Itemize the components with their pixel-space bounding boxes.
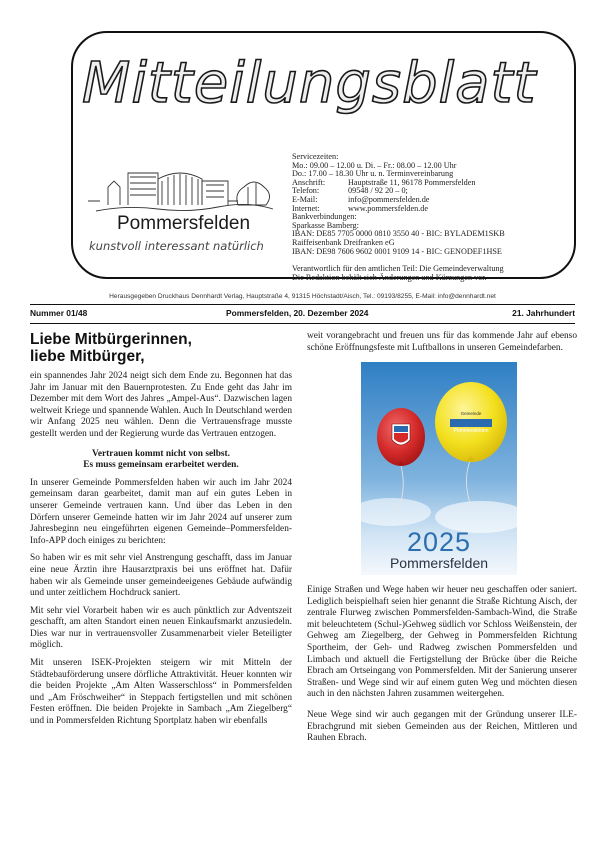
bank-heading: Bankverbindungen: (292, 212, 357, 222)
paragraph: Einige Straßen und Wege haben wir heuer neu geschaffen oder saniert. Lediglich beispielhaft seien hier genannt die Straße Richtung Aisch, der zentrale Flurweg zwischen Pommersfelden-Sambach-Wind, die Straße mit beleuchtetem (Schul-)Gehweg südlich vor Schloss Weißenstein, der Gehweg am Ziegelberg, der Gehweg in Pommersfelden Richtung Sportheim, der Geh- und Radweg zwischen Pommersfelden und Limbach und aktuell die Fertigstellung der Brücke über die Reiche Ebrach am Ortseingang von Pommersfelden. Mit der Sanierung unserer Straßen- und Wege sind wir auf einem guten Weg und möchten diesen auch in den nächsten Jahren zusammen weitergehen. (307, 585, 577, 700)
service-hours-1: Mo.: 09.00 – 12.00 u. Di. – Fr.: 08.00 – 12.00 Uhr (292, 160, 457, 170)
issue-century: 21. Jahrhundert (512, 308, 575, 318)
divider-top (30, 304, 575, 305)
bank-line-1: Sparkasse Bamberg: (292, 220, 359, 230)
masthead-title: Mitteilungsblatt (82, 51, 537, 116)
responsibility-line-1: Verantwortlich für den amtlichen Teil: Die Gemeindeverwaltung (292, 264, 504, 273)
article-column-right-top (307, 331, 577, 360)
balloon-poster-image (361, 362, 517, 575)
publisher-line: Herausgegeben Druckhaus Dennhardt Verlag, Hauptstraße 4, 91315 Höchstadt/Aisch, Tel.: 09193/8255, E-Mail: info@dennhardt.net (109, 293, 496, 300)
contact-address: Anschrift: Hauptstraße 11, 96178 Pommersfelden (292, 177, 476, 187)
town-motto: kunstvoll interessant natürlich (89, 239, 264, 253)
article-column-left (30, 371, 292, 734)
quote (30, 449, 292, 472)
contact-phone: Telefon: 09548 / 92 20 – 0; (292, 186, 408, 196)
poster-year: 2025 (406, 527, 472, 557)
contact-email[interactable]: E-Mail: info@pommersfelden.de (292, 194, 430, 204)
responsibility-note (292, 265, 572, 282)
responsibility-line-2: Die Redaktion behält sich Änderungen und Kürzungen vor. (292, 272, 487, 282)
bank-line-3: Raiffeisenbank Dreifranken eG (292, 237, 395, 247)
quote-line-2: Es muss gemeinsam erarbeitet werden. (83, 460, 239, 471)
service-heading: Servicezeiten: (292, 152, 339, 161)
contact-website[interactable]: Internet: www.pommersfelden.de (292, 203, 428, 213)
yellow-balloon-label: Pommersfelden (453, 428, 489, 434)
paragraph: Mit unseren ISEK-Projekten steigern wir mit Mitteln der Städtebauförderung unsere dörfliche Attraktivität. Heuer konnten wir die beiden Projekte „Am Alten Wasserschloss“ in Pommersfelden und „Am Fröschweiher“ in Steppach fertigstellen und mit schönen Festen eröffnen. Die beiden Projekte in Sambach „Am Ziegelberg“ und in Pommersfelden Richtung Sportplatz haben wir ebenfalls (30, 658, 292, 727)
headline-line-1: Liebe Mitbürgerinnen, (30, 331, 192, 348)
paragraph: In unserer Gemeinde Pommersfelden haben wir auch im Jahr 2024 gemeinsam daran gearbeitet, damit man auf ein gutes Leben in unserer Gemeinde vertrauen kann. Und über das Leben in den Dörfern unserer Gemeinde hatten wir im Jahr 2024 auf unserer zum Jahresbeginn neu eingeführten eigenen Gemeinde–Pommersfelden-Info-APP doch einiges zu berichten: (30, 477, 292, 546)
service-info (292, 153, 572, 256)
issue-place-date: Pommersfelden, 20. Dezember 2024 (226, 308, 369, 318)
paragraph: So haben wir es mit sehr viel Anstrengung geschafft, dass im Januar eine neue Ärztin ihre Hausarztpraxis bei uns eröffnet hat. Dafür haben wir als Gemeinde unser gemeindeeigenes Gebäude aufwändig und unter zeitlichem Hochdruck saniert. (30, 553, 292, 599)
yellow-balloon-banner (450, 419, 492, 427)
bank-line-4: IBAN: DE98 7606 9602 0001 9109 14 - BIC: GENODEF1HSE (292, 246, 502, 256)
article-column-right-bottom (307, 585, 577, 754)
paragraph: Neue Wege sind wir auch gegangen mit der Gründung unserer ILE-Ebrachgrund mit sieben Gemeinden aus der Reichen, Mittleren und Rauhen Ebrach. (307, 709, 577, 744)
town-name: Pommersfelden (117, 213, 251, 234)
yellow-balloon-label-small: Gemeinde (460, 411, 482, 416)
headline-line-2: liebe Mitbürger, (30, 348, 145, 365)
paragraph: weit vorangebracht und freuen uns für das kommende Jahr auf ebenso schöne Eröffnungsfeste mit Luftballons in unseren Gemeindefarben. (307, 331, 577, 353)
article-headline (30, 331, 290, 365)
divider-bottom (30, 323, 575, 324)
paragraph: Mit sehr viel Vorarbeit haben wir es auch pünktlich zur Adventszeit geschafft, am alten Standort einen neuen Einkaufsmarkt anzusiedeln. Dies war nur in vertrauensvoller Zusammenarbeit vieler Beteiligter möglich. (30, 605, 292, 651)
issue-bar (30, 308, 575, 320)
service-hours-2: Do.: 17.00 – 18.30 Uhr u. n. Terminvereinbarung (292, 169, 454, 179)
bank-line-2: IBAN: DE85 7705 0000 0810 3550 40 - BIC: BYLADEM1SKB (292, 229, 505, 239)
paragraph: ein spannendes Jahr 2024 neigt sich dem Ende zu. Begonnen hat das Jahr im Januar mit den Bauernprotesten. Zu Ende geht das Jahr im Dezember mit dem Wort des Jahres „Ampel-Aus“. Dazwischen lagen weltweit Kriege und spannende Wahlen. Auch In Deutschland werden wir Anfang 2025 neu wählen. Denn die Vertrauensfrage musste gestellt werden und der Regierung wurde das Vertrauen entzogen. (30, 371, 292, 439)
poster-town: Pommersfelden (389, 555, 489, 571)
quote-line-1: Vertrauen kommt nicht von selbst. (92, 448, 230, 459)
issue-number: Nummer 01/48 (30, 308, 88, 318)
